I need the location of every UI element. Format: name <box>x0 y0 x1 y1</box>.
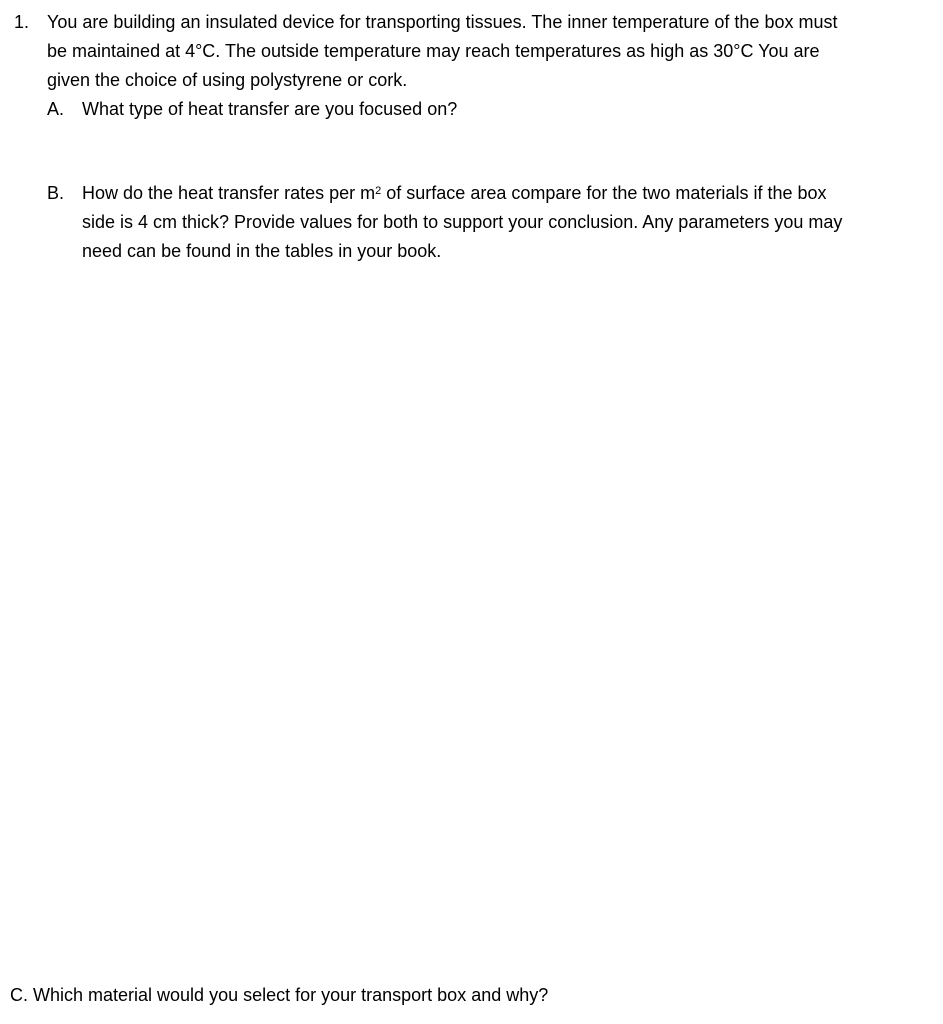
stem-line-2: be maintained at 4°C. The outside temperature may reach temperatures as high as 30°C You are <box>47 41 820 61</box>
part-a-text: What type of heat transfer are you focused on? <box>82 99 458 119</box>
part-c-text: C. Which material would you select for your transport box and why? <box>10 985 549 1005</box>
part-b-text <box>82 179 842 266</box>
part-b-line-2: side is 4 cm thick? Provide values for both to support your conclusion. Any parameters you may <box>82 212 843 232</box>
part-b-line-3: need can be found in the tables in your book. <box>82 241 442 261</box>
stem-line-1: You are building an insulated device for transporting tissues. The inner temperature of the box must <box>47 12 838 32</box>
part-b-superscript: 2 <box>375 185 382 197</box>
part-b-line-1-post: of surface area compare for the two materials if the box <box>381 183 827 203</box>
question-number: 1. <box>14 12 30 32</box>
part-b-letter: B. <box>47 183 65 203</box>
stem-line-3: given the choice of using polystyrene or cork. <box>47 70 408 90</box>
question-stem <box>47 8 932 95</box>
part-a-letter: A. <box>47 99 65 119</box>
part-b-line-1 <box>82 179 842 208</box>
part-b-line-1-pre: How do the heat transfer rates per m <box>82 183 376 203</box>
